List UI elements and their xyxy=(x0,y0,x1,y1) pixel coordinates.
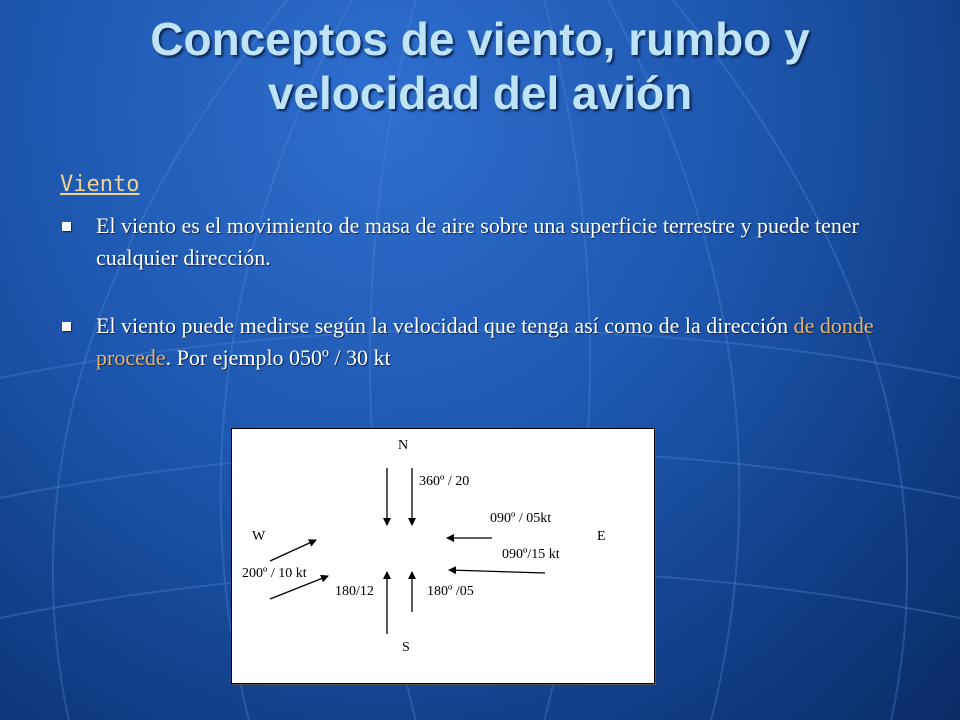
bullet-item xyxy=(60,210,920,274)
label-north-wind: 360º / 20 xyxy=(419,474,470,489)
label-west-wind: 200º / 10 kt xyxy=(242,566,307,581)
cardinal-north: N xyxy=(398,438,409,453)
bullet-text: El viento es el movimiento de masa de aire sobre una superficie terrestre y puede tener cualquier dirección. xyxy=(96,213,859,270)
label-south-wind-1: 180/12 xyxy=(335,584,374,599)
bullet-item xyxy=(60,310,920,374)
bullet-text-end: . Por ejemplo 050º / 30 kt xyxy=(165,345,391,370)
label-east-wind-2: 090º/15 kt xyxy=(502,547,560,562)
highlighted-text: de donde procede xyxy=(96,313,874,370)
bullet-list xyxy=(60,210,920,374)
cardinal-west: W xyxy=(252,529,266,544)
arrow-east-2 xyxy=(449,570,545,573)
arrow-west-1 xyxy=(270,540,316,561)
label-south-wind-2: 180º /05 xyxy=(427,584,474,599)
wind-diagram xyxy=(231,428,655,684)
wind-diagram-svg xyxy=(232,429,654,683)
square-bullet-icon xyxy=(62,222,71,231)
section-link-viento[interactable]: Viento xyxy=(60,172,140,197)
cardinal-south: S xyxy=(402,640,410,655)
slide-title: Conceptos de viento, rumbo y velocidad del avión xyxy=(150,13,810,119)
square-bullet-icon xyxy=(62,322,71,331)
cardinal-east: E xyxy=(597,529,606,544)
bullet-text-start: El viento puede medirse según la velocidad que tenga así como de la dirección xyxy=(96,313,794,338)
label-east-wind-1: 090º / 05kt xyxy=(490,511,552,526)
